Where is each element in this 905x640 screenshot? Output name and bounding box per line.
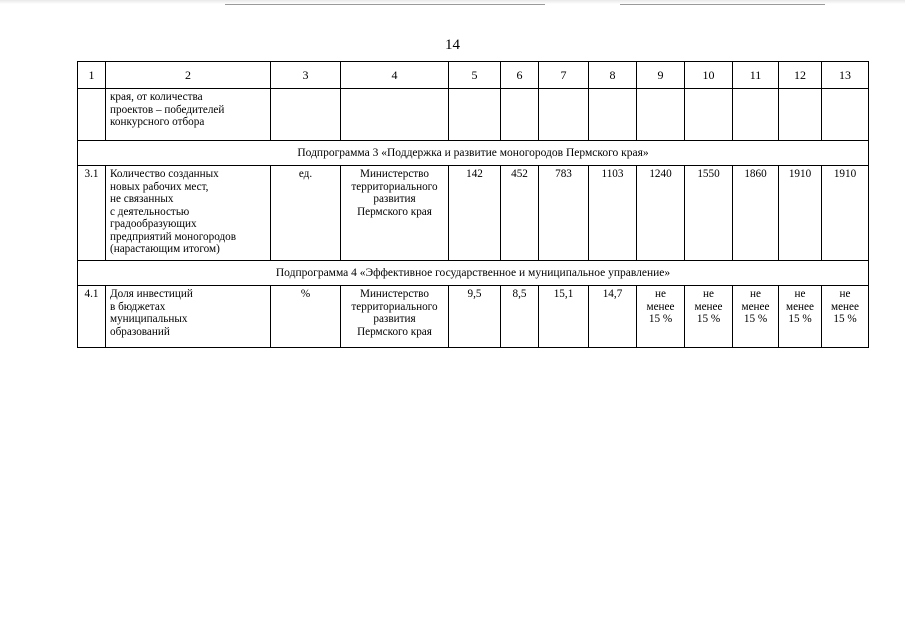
value-cell: 8,5 bbox=[501, 286, 539, 348]
value-cell bbox=[501, 89, 539, 141]
value-cell: 783 bbox=[539, 166, 589, 261]
value-cell: 1550 bbox=[685, 166, 733, 261]
header-cell: 2 bbox=[106, 62, 271, 89]
row-number-cell: 4.1 bbox=[78, 286, 106, 348]
scan-edge-line bbox=[225, 4, 545, 5]
page-number: 14 bbox=[445, 37, 460, 53]
value-cell: не менее 15 % bbox=[637, 286, 685, 348]
value-cell: 1240 bbox=[637, 166, 685, 261]
header-cell: 6 bbox=[501, 62, 539, 89]
responsible-cell bbox=[341, 89, 449, 141]
value-cell: 142 bbox=[449, 166, 501, 261]
value-cell bbox=[779, 89, 822, 141]
value-cell: не менее 15 % bbox=[733, 286, 779, 348]
header-cell: 11 bbox=[733, 62, 779, 89]
header-cell: 7 bbox=[539, 62, 589, 89]
unit-cell bbox=[271, 89, 341, 141]
unit-cell: % bbox=[271, 286, 341, 348]
table-row bbox=[78, 89, 869, 141]
table-header-row bbox=[78, 62, 869, 89]
header-cell: 13 bbox=[822, 62, 869, 89]
header-cell: 10 bbox=[685, 62, 733, 89]
value-cell: 15,1 bbox=[539, 286, 589, 348]
indicator-name-cell: края, от количества проектов – победителей конкурсного отбора bbox=[106, 89, 271, 141]
indicator-table bbox=[77, 61, 869, 348]
responsible-cell: Министерство территориального развития Пермского края bbox=[341, 166, 449, 261]
table-row bbox=[78, 286, 869, 348]
row-number-cell: 3.1 bbox=[78, 166, 106, 261]
indicator-name-cell: Количество созданных новых рабочих мест, не связанных с деятельностью градообразующих предприятий моногородов (нарастающим итогом) bbox=[106, 166, 271, 261]
value-cell: 1910 bbox=[779, 166, 822, 261]
header-cell: 4 bbox=[341, 62, 449, 89]
subprogram-row bbox=[78, 261, 869, 286]
value-cell bbox=[685, 89, 733, 141]
unit-cell: ед. bbox=[271, 166, 341, 261]
header-cell: 12 bbox=[779, 62, 822, 89]
value-cell bbox=[539, 89, 589, 141]
indicator-name-cell: Доля инвестиций в бюджетах муниципальных образований bbox=[106, 286, 271, 348]
value-cell: 14,7 bbox=[589, 286, 637, 348]
value-cell: 452 bbox=[501, 166, 539, 261]
subprogram-title: Подпрограмма 3 «Поддержка и развитие моногородов Пермского края» bbox=[78, 141, 869, 166]
value-cell: 1910 bbox=[822, 166, 869, 261]
header-cell: 8 bbox=[589, 62, 637, 89]
value-cell: 1860 bbox=[733, 166, 779, 261]
row-number-cell bbox=[78, 89, 106, 141]
value-cell: 1103 bbox=[589, 166, 637, 261]
value-cell bbox=[449, 89, 501, 141]
header-cell: 5 bbox=[449, 62, 501, 89]
header-cell: 9 bbox=[637, 62, 685, 89]
responsible-cell: Министерство территориального развития Пермского края bbox=[341, 286, 449, 348]
value-cell bbox=[822, 89, 869, 141]
header-cell: 1 bbox=[78, 62, 106, 89]
value-cell: не менее 15 % bbox=[685, 286, 733, 348]
subprogram-row bbox=[78, 141, 869, 166]
table-row bbox=[78, 166, 869, 261]
value-cell: не менее 15 % bbox=[779, 286, 822, 348]
header-cell: 3 bbox=[271, 62, 341, 89]
value-cell bbox=[733, 89, 779, 141]
value-cell: 9,5 bbox=[449, 286, 501, 348]
value-cell bbox=[637, 89, 685, 141]
value-cell: не менее 15 % bbox=[822, 286, 869, 348]
value-cell bbox=[589, 89, 637, 141]
subprogram-title: Подпрограмма 4 «Эффективное государственное и муниципальное управление» bbox=[78, 261, 869, 286]
scan-edge-line bbox=[620, 4, 825, 5]
